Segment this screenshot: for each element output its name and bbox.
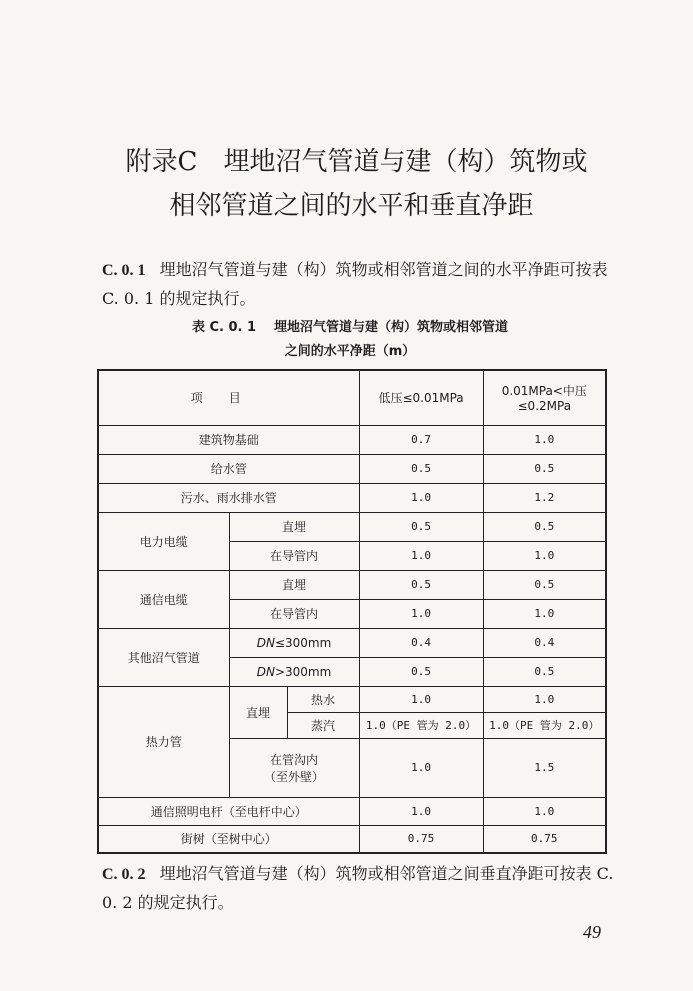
group-label-power-cable: 电力电缆 xyxy=(98,512,229,570)
table-row xyxy=(98,570,606,599)
sub-label xyxy=(229,657,359,686)
header-low-pressure: 低压≤0.01MPa xyxy=(359,370,483,425)
value-mid: 0.4 xyxy=(483,628,606,657)
value-low: 0.5 xyxy=(359,657,483,686)
clause-c02 xyxy=(102,860,622,917)
sub-label: 热水 xyxy=(287,686,359,712)
table-header-row xyxy=(98,370,606,425)
table-title-part-1: 埋地沼气管道与建（构）筑物或相邻管道 xyxy=(274,320,509,335)
value-mid: 0.5 xyxy=(483,570,606,599)
sub-label: 在导管内 xyxy=(229,541,359,570)
table-title-part-2: 之间的水平净距（m） xyxy=(284,344,416,359)
value-low: 1.0 xyxy=(359,797,483,825)
value-mid: 1.0 xyxy=(483,686,606,712)
clause-number: C. 0. 2 xyxy=(102,866,146,883)
sub-label: 直埋 xyxy=(229,512,359,541)
value-low: 0.4 xyxy=(359,628,483,657)
value-low: 0.5 xyxy=(359,454,483,483)
row-label: 街树（至树中心） xyxy=(98,825,359,853)
sub-label-trench xyxy=(229,738,359,797)
value-low: 1.0（PE 管为 2.0） xyxy=(359,712,483,738)
table-row xyxy=(98,825,606,853)
dn-symbol: DN xyxy=(256,635,275,650)
header-mid-pressure xyxy=(483,370,606,425)
table-row xyxy=(98,454,606,483)
value-mid: 0.5 xyxy=(483,512,606,541)
value-mid: 1.0（PE 管为 2.0） xyxy=(483,712,606,738)
row-label: 给水管 xyxy=(98,454,359,483)
page-number: 49 xyxy=(583,922,601,942)
trench-line-1: 在管沟内 xyxy=(270,752,319,767)
clause-text: 埋地沼气管道与建（构）筑物或相邻管道之间的水平净距可按表 C. 0. 1 的规定执行。 xyxy=(102,260,608,308)
table-row xyxy=(98,483,606,512)
value-low: 0.75 xyxy=(359,825,483,853)
group-label-other-gas-pipe: 其他沼气管道 xyxy=(98,628,229,686)
trench-line-2: （至外壁） xyxy=(264,769,325,784)
value-low: 1.0 xyxy=(359,738,483,797)
table-row xyxy=(98,628,606,657)
clause-number: C. 0. 1 xyxy=(102,262,146,279)
value-low: 1.0 xyxy=(359,599,483,628)
table-caption-line-1 xyxy=(100,316,600,340)
clearance-table xyxy=(97,369,607,854)
table-number: 表 C. 0. 1 xyxy=(191,320,257,335)
dn-symbol: DN xyxy=(256,664,275,679)
clause-c01 xyxy=(102,256,622,313)
sub-label: 蒸汽 xyxy=(287,712,359,738)
group-label-heat-pipe: 热力管 xyxy=(98,686,229,797)
table-row xyxy=(98,512,606,541)
dn-condition: ≤300mm xyxy=(274,635,332,650)
table-caption-line-2 xyxy=(100,340,600,364)
value-low: 1.0 xyxy=(359,541,483,570)
row-label: 污水、雨水排水管 xyxy=(98,483,359,512)
header-mid-line-1: 0.01MPa<中压 xyxy=(501,384,587,399)
clause-text: 埋地沼气管道与建（构）筑物或相邻管道之间垂直净距可按表 C. 0. 2 的规定执行。 xyxy=(102,864,614,912)
title-line-1: 附录C 埋地沼气管道与建（构）筑物或 xyxy=(125,147,588,177)
title-line-2: 相邻管道之间的水平和垂直净距 xyxy=(169,191,534,221)
row-label: 通信照明电杆（至电杆中心） xyxy=(98,797,359,825)
sub-label-direct-burial: 直埋 xyxy=(229,686,287,738)
value-mid: 0.75 xyxy=(483,825,606,853)
value-low: 1.0 xyxy=(359,483,483,512)
value-mid: 0.5 xyxy=(483,657,606,686)
value-mid: 1.2 xyxy=(483,483,606,512)
value-low: 0.5 xyxy=(359,512,483,541)
dn-condition: >300mm xyxy=(274,664,332,679)
row-label: 建筑物基础 xyxy=(98,425,359,454)
table-row xyxy=(98,686,606,712)
sub-label: 在导管内 xyxy=(229,599,359,628)
value-mid: 1.0 xyxy=(483,797,606,825)
sub-label xyxy=(229,628,359,657)
table-row xyxy=(98,797,606,825)
sub-label: 直埋 xyxy=(229,570,359,599)
value-low: 1.0 xyxy=(359,686,483,712)
value-mid: 1.0 xyxy=(483,599,606,628)
value-mid: 0.5 xyxy=(483,454,606,483)
value-mid: 1.5 xyxy=(483,738,606,797)
value-low: 0.7 xyxy=(359,425,483,454)
group-label-comm-cable: 通信电缆 xyxy=(98,570,229,628)
value-low: 0.5 xyxy=(359,570,483,599)
table-row xyxy=(98,425,606,454)
header-mid-line-2: ≤0.2MPa xyxy=(517,399,572,414)
value-mid: 1.0 xyxy=(483,425,606,454)
value-mid: 1.0 xyxy=(483,541,606,570)
appendix-title xyxy=(0,140,693,228)
header-item: 项目 xyxy=(98,370,359,425)
